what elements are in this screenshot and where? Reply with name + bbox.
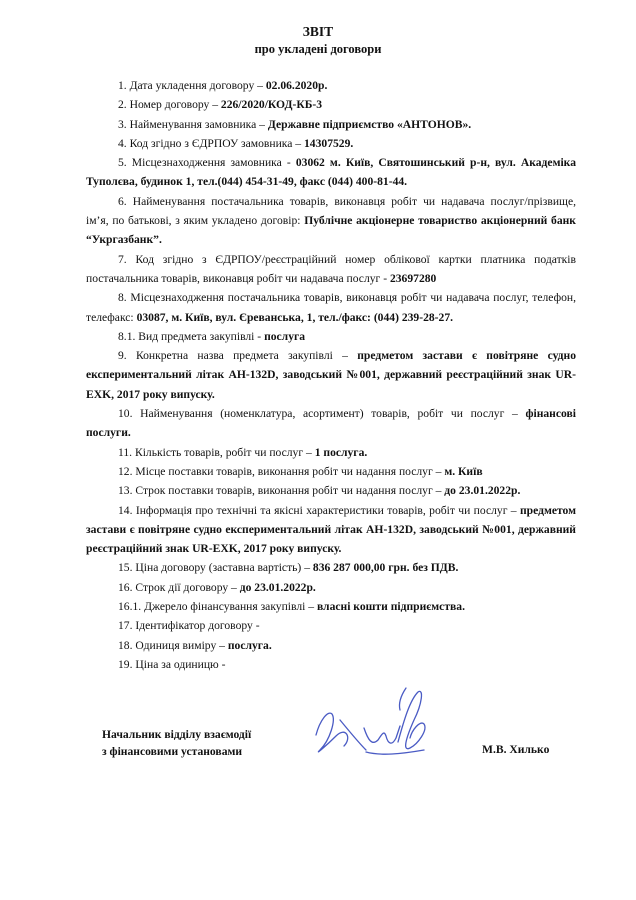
item-18: 18. Одиниця виміру – послуга. [118,638,272,652]
item-7: 7. Код згідно з ЄДРПОУ/реєстраційний номер облікової картки платника податків постачальника товарів, виконавця робіт чи надавача послуг - 23697280 [86,252,576,285]
position-line-2: з фінансовими установами [102,745,243,758]
report-body [86,76,576,674]
item-16-1: 16.1. Джерело фінансування закупівлі – власні кошти підприємства. [118,600,465,614]
signatory-name: М.В. Хилько [482,743,550,756]
item-1: 1. Дата укладення договору – 02.06.2020р. [118,79,328,92]
item-5: 5. Місцезнаходження замовника - 03062 м. Київ, Святошинський р-н, вул. Академіка Туполєва, будинок 1, тел.(044) 454-31-49, факс (044) 400-81-44. [86,156,576,189]
item-3: 3. Найменування замовника – Державне підприємство «АНТОНОВ». [118,117,472,131]
item-10: 10. Найменування (номенклатура, асортимент) товарів, робіт чи послуг – фінансові послуги. [86,407,576,440]
position-line-1: Начальник відділу взаємодії [102,728,252,741]
item-6: 6. Найменування постачальника товарів, виконавця робіт чи надавача послуг/прізвище, ім’я, по батькові, з яким укладено договір: Публічне акціонерне товариство акціонерний банк “Укргазбанк”. [86,194,576,247]
item-17: 17. Ідентифікатор договору - [118,619,260,633]
document-subtitle: про укладені договори [254,42,382,56]
document-title: ЗВІТ [302,24,334,39]
item-9: 9. Конкретна назва предмета закупівлі – предметом застави є повітряне судно експериментальний літак АН-132D, заводський №001, державний реєстраційний знак UR-EXK, 2017 року випуску. [86,349,577,401]
item-2: 2. Номер договору – 226/2020/КОД-КБ-3 [118,98,323,112]
item-16: 16. Строк дії договору – до 23.01.2022р. [118,580,316,594]
item-13: 13. Строк поставки товарів, виконання робіт чи надання послуг – до 23.01.2022р. [118,484,521,498]
signatory-position [102,726,251,760]
item-8: 8. Місцезнаходження постачальника товарів, виконавця робіт чи надавача послуг, телефон, телефакс: 03087, м. Київ, вул. Єреванська, 1, тел./факс: (044) 239-28-27. [86,291,576,324]
item-8-1: 8.1. Вид предмета закупівлі - послуга [118,329,306,343]
item-14: 14. Інформація про технічні та якісні характеристики товарів, робіт чи послуг – предметом застави є повітряне судно експериментальний літак АН-132D, заводський №001, державний реєстраційний знак UR-EXK, 2017 року випуску. [86,503,576,556]
item-19: 19. Ціна за одиницю - [118,657,226,671]
item-4: 4. Код згідно з ЄДРПОУ замовника – 14307529. [118,136,354,150]
item-12: 12. Місце поставки товарів, виконання робіт чи надання послуг – м. Київ [118,464,483,478]
item-11: 11. Кількість товарів, робіт чи послуг – 1 послуга. [118,445,368,459]
item-15: 15. Ціна договору (заставна вартість) – 836 287 000,00 грн. без ПДВ. [118,561,459,575]
handwritten-signature [306,680,456,770]
